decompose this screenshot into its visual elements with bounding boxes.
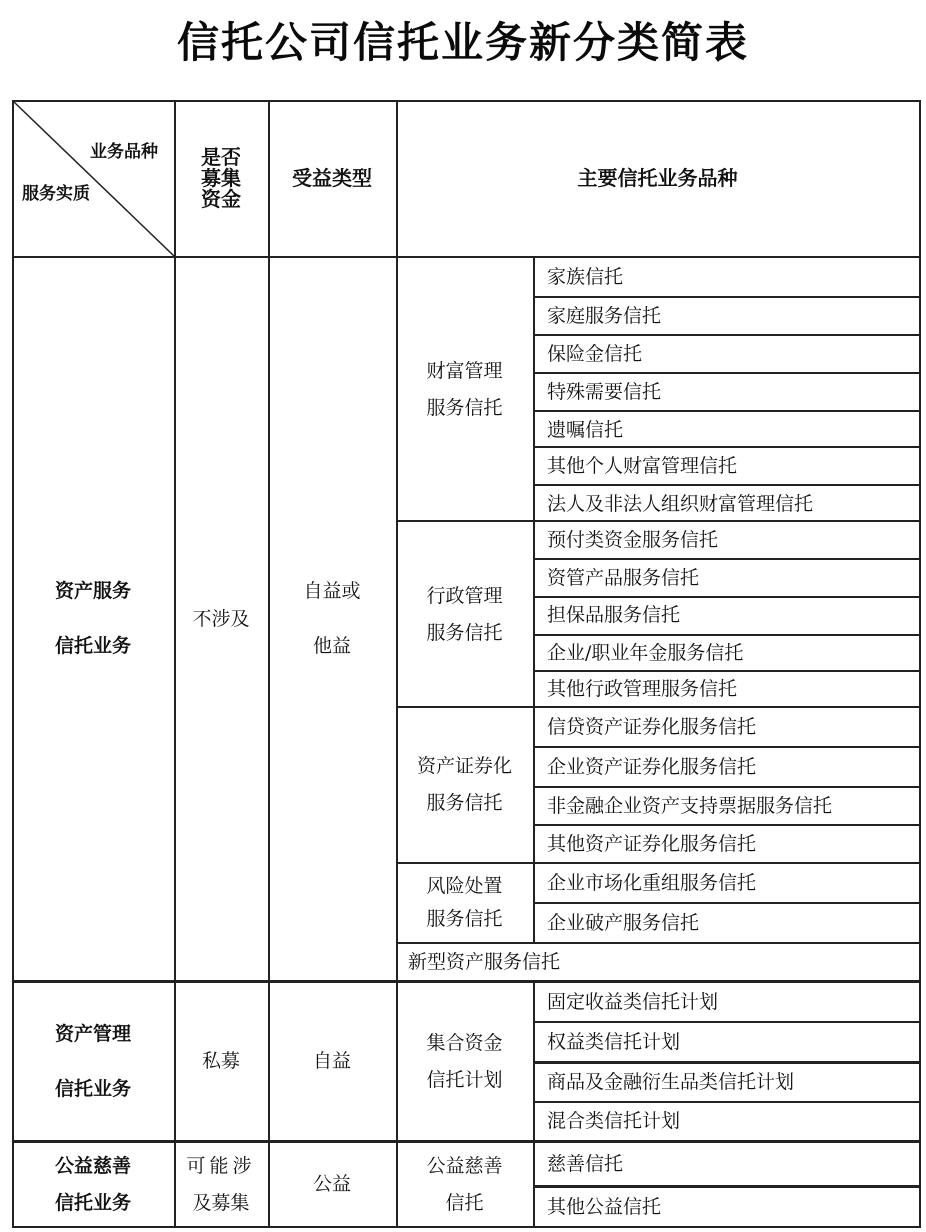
header-business-variety: 业务品种 xyxy=(90,141,158,162)
header-fundraising-line2: 募集 xyxy=(201,165,241,190)
benefit-line1: 自益或 xyxy=(303,580,361,602)
list-item: 担保品服务信托 xyxy=(547,603,681,626)
fundraising-line2: 及募集 xyxy=(192,1191,250,1214)
list-item: 资管产品服务信托 xyxy=(547,566,700,589)
table-border-bottom xyxy=(12,1226,921,1228)
fundraising-asset-management: 私募 xyxy=(201,1050,240,1072)
group-name-line2: 信托计划 xyxy=(426,1068,503,1091)
list-item: 保险金信托 xyxy=(547,342,643,365)
diagonal-divider xyxy=(12,100,175,257)
list-item: 企业市场化重组服务信托 xyxy=(547,871,757,894)
list-item: 特殊需要信托 xyxy=(547,380,662,403)
list-item: 权益类信托计划 xyxy=(547,1030,681,1053)
header-fundraising-line3: 资金 xyxy=(201,186,241,211)
list-item: 其他资产证券化服务信托 xyxy=(547,832,757,855)
group-name-line1: 财富管理 xyxy=(426,360,503,382)
list-item: 其他行政管理服务信托 xyxy=(547,677,738,700)
benefit-asset-service xyxy=(268,258,396,980)
group-wealth-management xyxy=(396,258,533,522)
group-name-line2: 服务信托 xyxy=(426,908,503,930)
fundraising-asset-service: 不涉及 xyxy=(192,607,250,630)
category-name-line1: 公益慈善 xyxy=(54,1154,131,1177)
list-item: 企业破产服务信托 xyxy=(547,911,700,934)
header-benefit-type: 受益类型 xyxy=(292,166,372,190)
category-asset-management xyxy=(12,983,174,1140)
benefit-asset-management: 自益 xyxy=(312,1050,351,1072)
group-name-line1: 资产证券化 xyxy=(416,755,512,777)
page-title: 信托公司信托业务新分类简表 xyxy=(176,18,749,67)
list-item: 商品及金融衍生品类信托计划 xyxy=(547,1071,795,1093)
group-name-line2: 服务信托 xyxy=(426,397,503,419)
fundraising-line1: 可能涉 xyxy=(186,1154,256,1177)
benefit-line2: 他益 xyxy=(312,635,351,657)
category-name-line2: 信托业务 xyxy=(54,635,131,657)
group-name-line2: 信托 xyxy=(445,1191,484,1214)
category-name-line1: 资产管理 xyxy=(54,1022,131,1045)
category-name-line2: 信托业务 xyxy=(54,1077,131,1100)
list-item: 混合类信托计划 xyxy=(547,1110,681,1132)
group-name-line2: 服务信托 xyxy=(426,792,503,814)
group-risk-disposal xyxy=(396,864,533,942)
list-item: 企业/职业年金服务信托 xyxy=(547,641,744,664)
list-item: 其他公益信托 xyxy=(547,1195,662,1218)
fundraising-charity xyxy=(174,1143,268,1226)
header-service-nature: 服务实质 xyxy=(22,183,90,204)
list-item: 企业资产证券化服务信托 xyxy=(547,755,757,778)
benefit-charity: 公益 xyxy=(312,1173,351,1195)
new-asset-service-trust-row: 新型资产服务信托 xyxy=(408,950,561,973)
group-name-line2: 服务信托 xyxy=(426,622,503,644)
header-fundraising xyxy=(174,100,268,256)
category-asset-service xyxy=(12,258,174,980)
group-name-line1: 行政管理 xyxy=(426,585,503,607)
list-item: 预付类资金服务信托 xyxy=(547,528,719,551)
header-fundraising-line1: 是否 xyxy=(201,144,241,169)
group-asset-securitization xyxy=(396,708,533,862)
category-charity xyxy=(12,1143,174,1226)
group-collective-fund-trust xyxy=(396,983,533,1140)
list-item: 慈善信托 xyxy=(547,1152,624,1175)
list-item: 家族信托 xyxy=(547,265,624,288)
category-name-line2: 信托业务 xyxy=(54,1191,131,1214)
group-administrative-management xyxy=(396,522,533,708)
list-item: 法人及非法人组织财富管理信托 xyxy=(547,492,814,515)
group-name-line1: 公益慈善 xyxy=(426,1154,503,1177)
list-item: 固定收益类信托计划 xyxy=(547,990,719,1013)
header-main-products: 主要信托业务品种 xyxy=(577,166,738,190)
table-border-right xyxy=(919,100,921,1228)
list-item: 家庭服务信托 xyxy=(547,304,662,327)
list-item: 遗嘱信托 xyxy=(547,418,624,441)
list-item: 信贷资产证券化服务信托 xyxy=(547,715,757,738)
classification-table xyxy=(12,100,921,1228)
list-item: 非金融企业资产支持票据服务信托 xyxy=(547,794,833,817)
list-item: 其他个人财富管理信托 xyxy=(547,454,738,477)
group-charity-trust xyxy=(396,1143,533,1226)
group-name-line1: 集合资金 xyxy=(426,1031,503,1054)
category-name-line1: 资产服务 xyxy=(54,580,131,602)
group-name-line1: 风险处置 xyxy=(426,875,503,897)
